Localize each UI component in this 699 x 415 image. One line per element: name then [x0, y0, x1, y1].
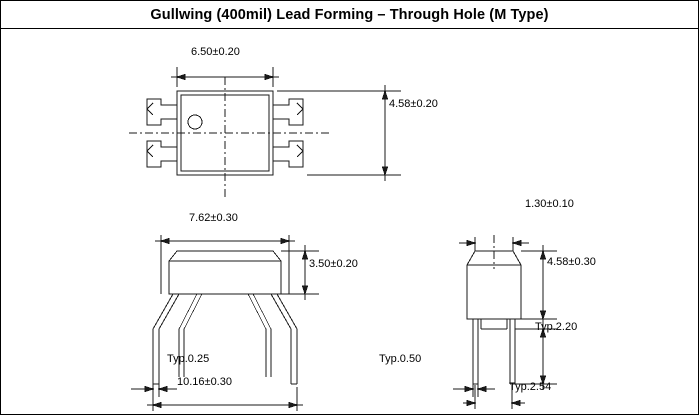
drawing-canvas	[1, 29, 698, 414]
dim-side-lead-width: 1.30±0.10	[525, 198, 574, 210]
dim-side-lead-pitch: Typ.2.54	[509, 381, 552, 393]
side-lead-thickness-dimension	[453, 369, 495, 397]
side-lead-length-dimension	[515, 323, 557, 390]
dim-side-lead-length: Typ.2.20	[535, 321, 578, 333]
dim-top-width: 6.50±0.20	[191, 46, 240, 58]
dim-side-body-height: 4.58±0.30	[547, 256, 596, 268]
dim-top-height: 4.58±0.20	[389, 98, 438, 110]
front-overall-width-dimension	[147, 387, 303, 411]
top-view-geometry	[129, 67, 401, 197]
page-title: Gullwing (400mil) Lead Forming – Through Hole (M Type)	[150, 6, 549, 23]
front-body-height-dimension	[281, 245, 319, 300]
dim-front-lead-thickness: Typ.0.25	[167, 353, 210, 365]
dim-front-overall-width: 10.16±0.30	[177, 376, 232, 388]
dim-side-lead-thickness: Typ.0.50	[379, 353, 422, 365]
mechanical-drawing-svg	[1, 29, 698, 414]
dim-front-body-width: 7.62±0.30	[189, 212, 238, 224]
title-bar	[1, 1, 698, 29]
dim-front-body-height: 3.50±0.20	[309, 258, 358, 270]
front-lead-thickness-dimension	[131, 369, 177, 397]
